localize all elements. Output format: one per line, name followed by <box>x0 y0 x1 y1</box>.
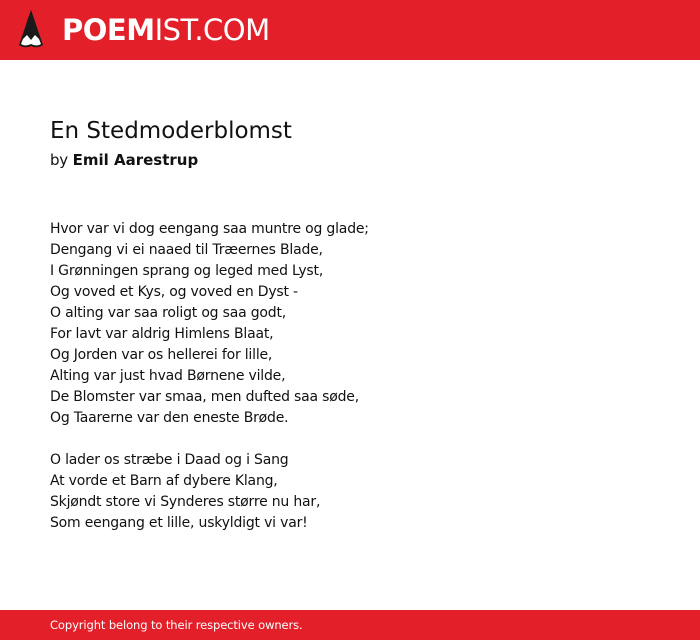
byline-prefix: by <box>50 151 68 169</box>
pencil-tip-icon[interactable] <box>17 9 45 51</box>
site-header <box>0 0 700 60</box>
byline <box>50 149 292 171</box>
poem-line: Og Taarerne var den eneste Brøde. <box>50 410 289 426</box>
poem-line: O lader os stræbe i Daad og i Sang <box>50 452 289 468</box>
poem-title: En Stedmoderblomst <box>50 118 292 144</box>
site-footer <box>0 610 700 640</box>
poem-line: Dengang vi ei naaed til Træernes Blade, <box>50 242 323 258</box>
poem-header <box>50 116 292 171</box>
poem-line: Og voved et Kys, og voved en Dyst - <box>50 284 298 300</box>
copyright-notice: Copyright belong to their respective owners. <box>50 618 303 632</box>
stanza <box>50 219 369 429</box>
poem-body <box>50 219 369 555</box>
poem-line: Skjøndt store vi Synderes større nu har, <box>50 494 321 510</box>
poem-line: For lavt var aldrig Himlens Blaat, <box>50 326 274 342</box>
poem-line: Og Jorden var os hellerei for lille, <box>50 347 273 363</box>
poem-line: At vorde et Barn af dybere Klang, <box>50 473 278 489</box>
site-logo[interactable] <box>62 13 270 47</box>
poem-line: O alting var saa roligt og saa godt, <box>50 305 287 321</box>
author-name: Emil Aarestrup <box>72 151 199 169</box>
logo-bold-text: POEM <box>62 13 155 47</box>
poem-line: Hvor var vi dog eengang saa muntre og glade; <box>50 221 369 237</box>
logo-light-text: IST.COM <box>154 13 270 47</box>
poem-line: De Blomster var smaa, men dufted saa søde, <box>50 389 359 405</box>
poem-line: Alting var just hvad Børnene vilde, <box>50 368 286 384</box>
poem-line: I Grønningen sprang og leged med Lyst, <box>50 263 324 279</box>
stanza <box>50 450 369 534</box>
poem-line: Som eengang et lille, uskyldigt vi var! <box>50 515 308 531</box>
